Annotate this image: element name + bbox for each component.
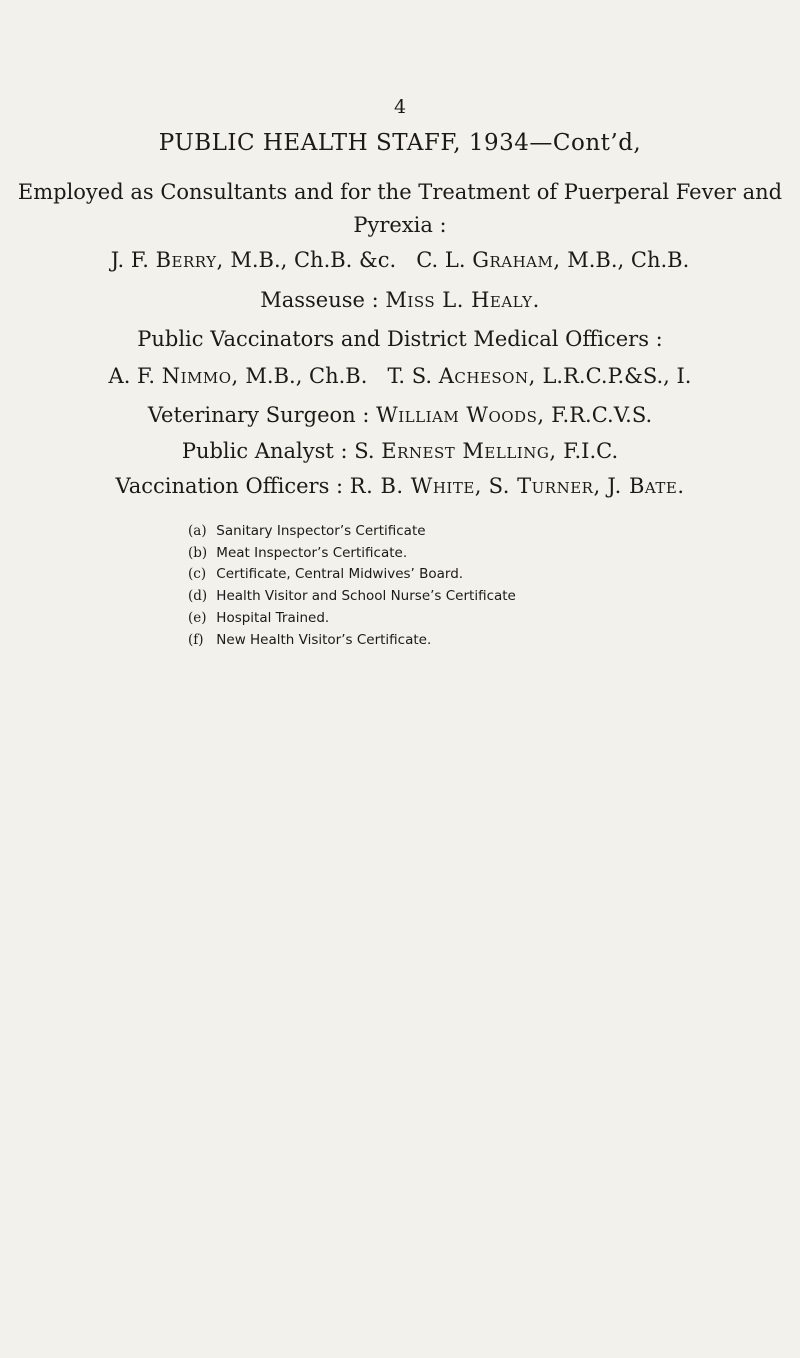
veterinary-name: William Woods,	[376, 403, 545, 427]
footnote-text: Certificate, Central Midwives’ Board.	[216, 566, 464, 583]
vaccination-officers-label: Vaccination Officers :	[115, 474, 344, 498]
footnote-text: Sanitary Inspector’s Certificate	[216, 523, 426, 539]
footnote-mark: (e)	[188, 609, 207, 626]
vaccinator-1-quals: M.B., Ch.B.	[245, 364, 368, 388]
footnote-mark: (d)	[188, 588, 208, 605]
analyst-quals: F.I.C.	[563, 439, 619, 463]
veterinary-label: Veterinary Surgeon :	[147, 403, 370, 427]
footnotes	[188, 521, 688, 651]
consultants-names	[0, 248, 800, 272]
consultant-1-name: Berry,	[155, 248, 224, 272]
vaccinator-2-name: Acheson,	[438, 364, 536, 388]
vaccinator-2-quals: L.R.C.P.&S., I.	[542, 364, 692, 388]
analyst-line	[0, 439, 800, 463]
vaccinator-1-initials: A. F.	[108, 364, 156, 388]
footnote-item	[188, 543, 688, 565]
vaccination-officer-2: S. Turner,	[488, 474, 601, 498]
vaccinator-2-initials: T. S.	[387, 364, 433, 388]
masseuse-label: Masseuse :	[260, 288, 379, 312]
consultant-1-quals: M.B., Ch.B. &c.	[230, 248, 397, 272]
analyst-name: Ernest Melling,	[381, 439, 557, 463]
footnote-mark: (a)	[188, 523, 207, 539]
footnote-item	[188, 608, 688, 630]
footnote-item	[188, 521, 688, 543]
consultant-1-initials: J. F.	[110, 248, 149, 272]
footnote-mark: (f)	[188, 631, 204, 648]
page-heading: PUBLIC HEALTH STAFF, 1934—Cont’d,	[158, 130, 642, 156]
vaccinators-names	[0, 364, 800, 388]
footnote-item	[188, 586, 688, 608]
consultants-label-line1: Employed as Consultants and for the Treatment of Puerperal Fever and	[17, 180, 783, 204]
consultant-2-quals: M.B., Ch.B.	[567, 248, 690, 272]
vaccination-officers-line	[0, 474, 800, 498]
footnote-mark: (b)	[188, 544, 208, 561]
consultant-2-initials: C. L.	[416, 248, 466, 272]
footnote-item	[188, 630, 688, 652]
consultants-label-line2: Pyrexia :	[353, 213, 447, 237]
masseuse-line	[0, 288, 800, 312]
analyst-label: Public Analyst :	[181, 439, 348, 463]
footnote-mark: (c)	[188, 566, 207, 583]
analyst-initial: S.	[354, 439, 375, 463]
vaccination-officer-1: R. B. White,	[349, 474, 482, 498]
footnote-text: Hospital Trained.	[216, 609, 330, 626]
consultant-2-name: Graham,	[472, 248, 561, 272]
footnote-item	[188, 564, 688, 586]
veterinary-line	[0, 403, 800, 427]
page-number: 4	[393, 96, 407, 118]
footnote-text: Health Visitor and School Nurse’s Certificate	[216, 588, 516, 605]
vaccinators-label: Public Vaccinators and District Medical Officers :	[137, 327, 663, 351]
masseuse-name: Miss L. Healy.	[385, 288, 540, 312]
vaccinator-1-name: Nimmo,	[161, 364, 239, 388]
vaccination-officer-3: J. Bate.	[607, 474, 685, 498]
footnote-text: New Health Visitor’s Certificate.	[216, 631, 432, 648]
footnote-text: Meat Inspector’s Certificate.	[216, 544, 408, 561]
veterinary-quals: F.R.C.V.S.	[551, 403, 653, 427]
